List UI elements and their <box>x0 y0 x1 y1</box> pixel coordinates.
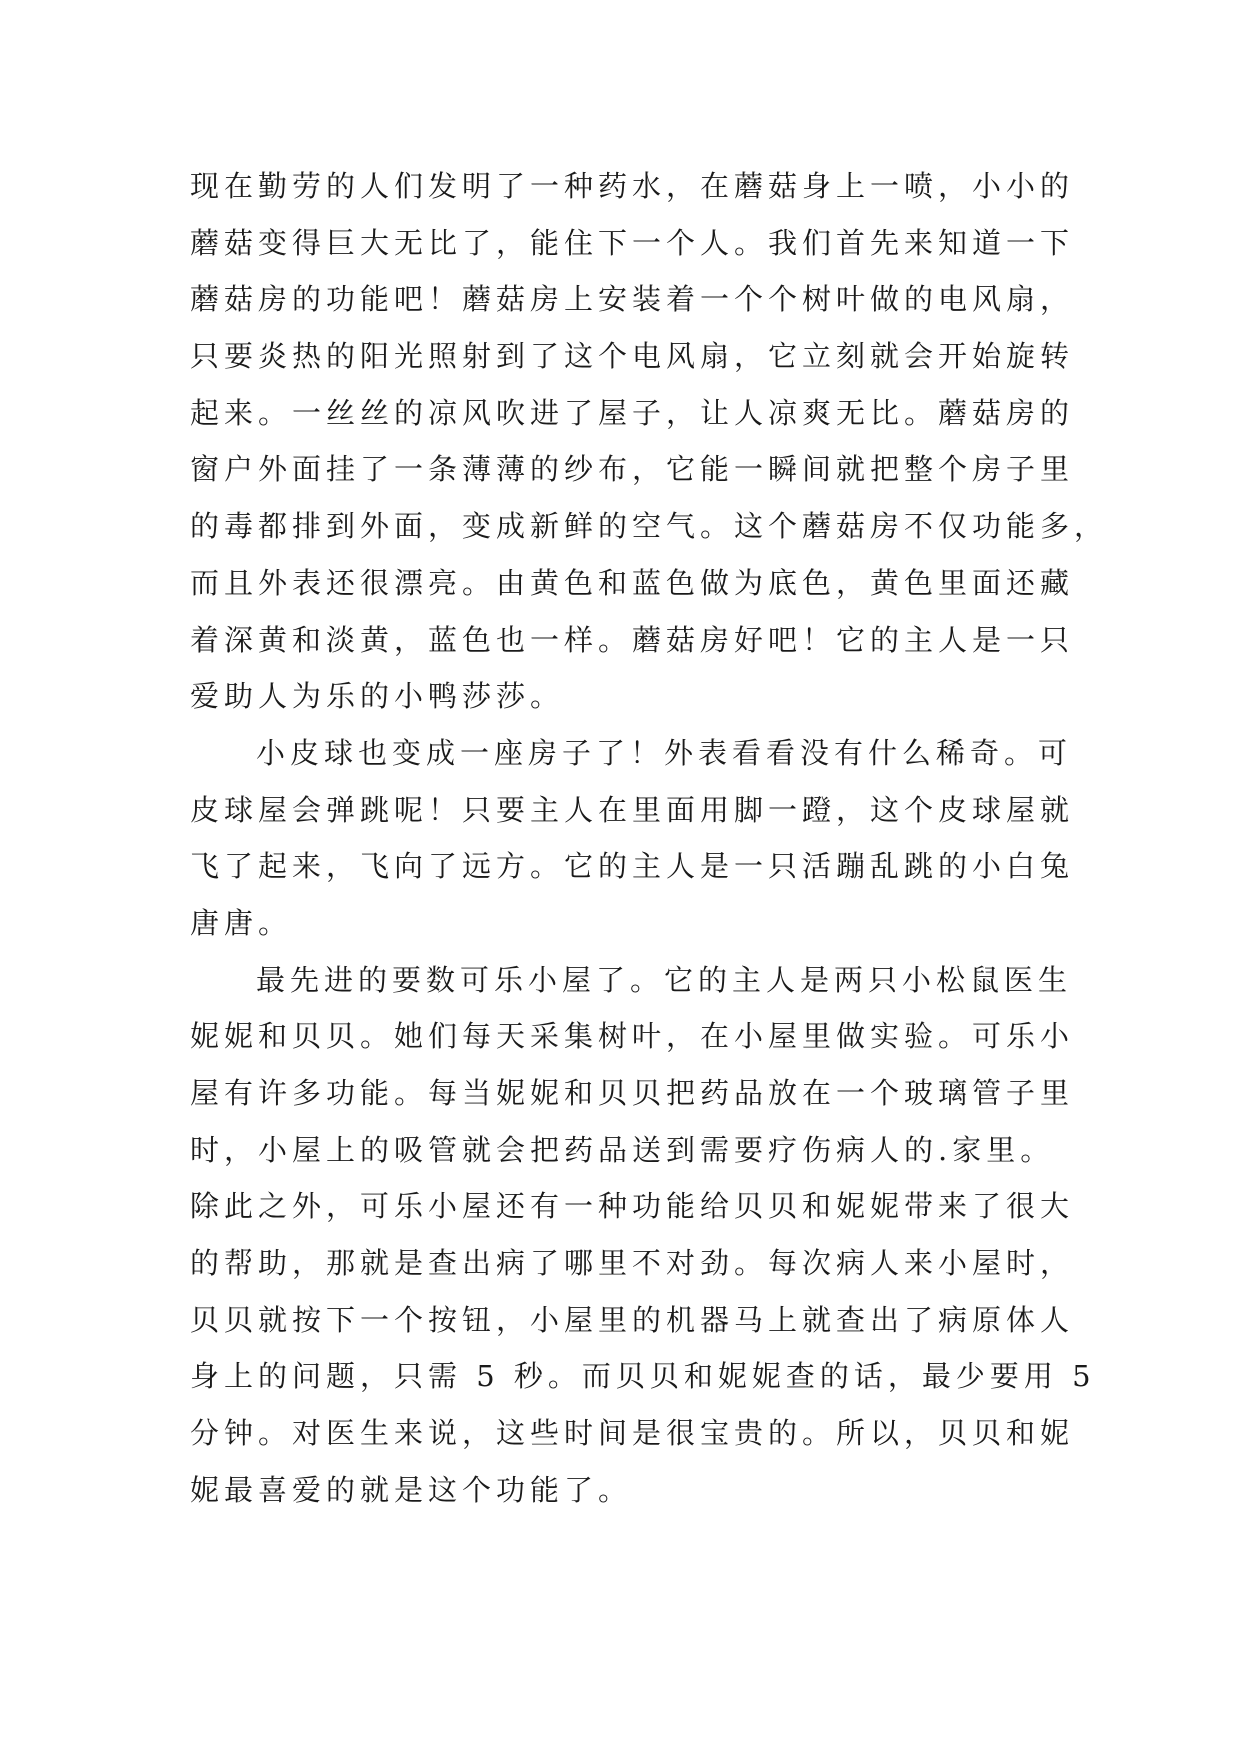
text-line: 时，小屋上的吸管就会把药品送到需要疗伤病人的.家里。 <box>190 1132 1055 1167</box>
text-line: 只要炎热的阳光照射到了这个电风扇，它立刻就会开始旋转 <box>190 339 1075 374</box>
text-line: 现在勤劳的人们发明了一种药水，在蘑菇身上一喷，小小的 <box>190 169 1075 203</box>
text-line: 最先进的要数可乐小屋了。它的主人是两只小松鼠医生 <box>256 962 1073 997</box>
text-line: 皮球屋会弹跳呢！只要主人在里面用脚一蹬，这个皮球屋就 <box>190 792 1075 827</box>
text-line: 身上的问题，只需 5 秒。而贝贝和妮妮查的话，最少要用 5 <box>190 1359 1096 1394</box>
text-line: 着深黄和淡黄，蓝色也一样。蘑菇房好吧！它的主人是一只 <box>190 622 1075 657</box>
text-line: 窗户外面挂了一条薄薄的纱布，它能一瞬间就把整个房子里 <box>190 452 1075 487</box>
text-line: 贝贝就按下一个按钮，小屋里的机器马上就查出了病原体人 <box>190 1302 1075 1337</box>
text-line: 妮妮和贝贝。她们每天采集树叶，在小屋里做实验。可乐小 <box>190 1019 1075 1054</box>
text-line: 的帮助，那就是查出病了哪里不对劲。每次病人来小屋时， <box>190 1246 1075 1281</box>
paragraph-cola-house <box>190 952 1096 1519</box>
text-line: 的毒都排到外面，变成新鲜的空气。这个蘑菇房不仅功能多， <box>190 509 1109 544</box>
text-line: 起来。一丝丝的凉风吹进了屋子，让人凉爽无比。蘑菇房的 <box>190 395 1075 430</box>
text-line: 蘑菇变得巨大无比了，能住下一个人。我们首先来知道一下 <box>190 225 1075 260</box>
text-line: 屋有许多功能。每当妮妮和贝贝把药品放在一个玻璃管子里 <box>190 1076 1075 1110</box>
text-line: 唐唐。 <box>190 905 293 940</box>
paragraph-ball-house <box>190 725 1075 952</box>
text-line: 分钟。对医生来说，这些时间是很宝贵的。所以，贝贝和妮 <box>190 1416 1075 1451</box>
text-line: 除此之外，可乐小屋还有一种功能给贝贝和妮妮带来了很大 <box>190 1189 1075 1224</box>
text-line: 蘑菇房的功能吧！蘑菇房上安装着一个个树叶做的电风扇， <box>190 282 1075 317</box>
text-line: 小皮球也变成一座房子了！外表看看没有什么稀奇。可 <box>256 735 1073 770</box>
document-body <box>190 158 1109 1519</box>
text-line: 而且外表还很漂亮。由黄色和蓝色做为底色，黄色里面还藏 <box>190 565 1075 600</box>
text-line: 飞了起来，飞向了远方。它的主人是一只活蹦乱跳的小白兔 <box>190 849 1075 884</box>
text-line: 妮最喜爱的就是这个功能了。 <box>190 1472 633 1507</box>
text-line: 爱助人为乐的小鸭莎莎。 <box>190 679 565 714</box>
paragraph-mushroom-house <box>190 158 1109 725</box>
